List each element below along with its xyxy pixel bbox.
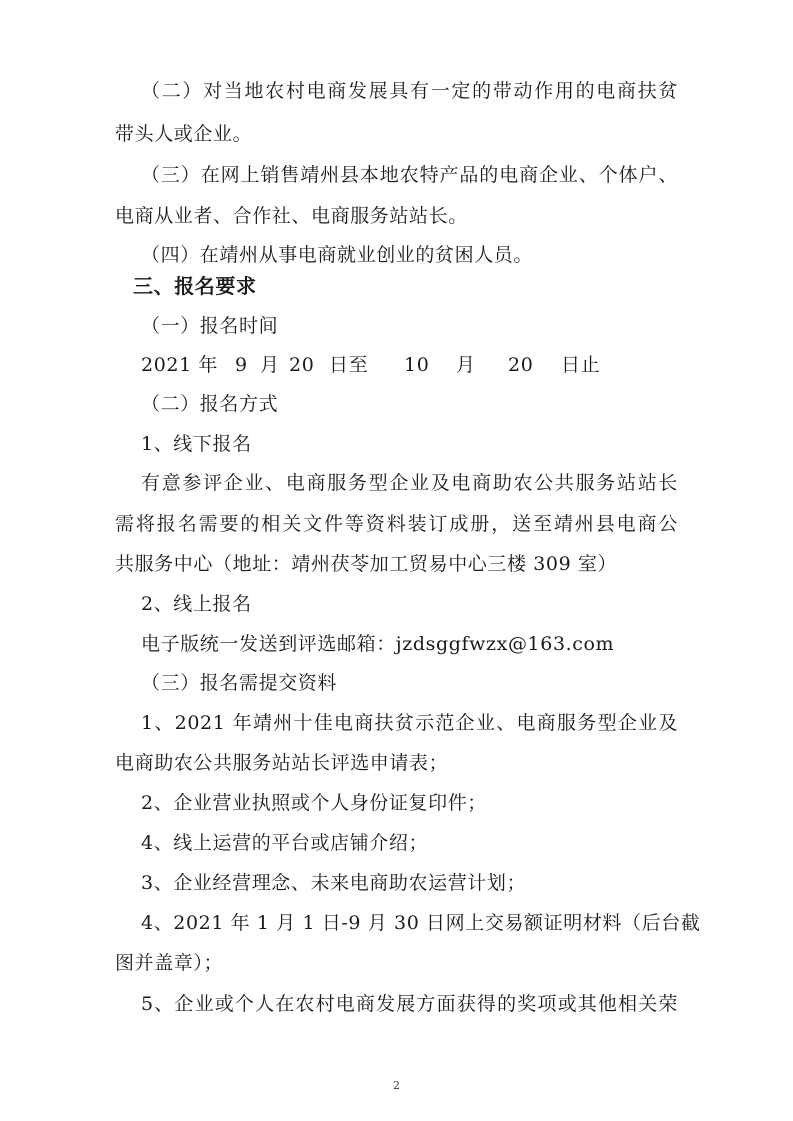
date-year: 2021 年 [141,354,218,376]
list-item: 2、企业营业执照或个人身份证复印件； [141,792,487,814]
list-item: 5、企业或个人在农村电商发展方面获得的奖项或其他相关荣 [141,993,678,1015]
subsection-title: （二）报名方式 [141,393,279,415]
section-heading: 三、报名要求 [133,274,257,298]
date-day-start: 20 [289,354,315,376]
subsection-title: （一）报名时间 [141,315,279,337]
email-line: 电子版统一发送到评选邮箱：jzdsggfwzx@163.com [141,633,615,655]
text-line: 电商从业者、合作社、电商服务站站长。 [115,205,468,227]
page-number: 2 [393,1079,400,1092]
list-item: 4、2021 年 1 月 1 日-9 月 30 日网上交易额证明材料（后台截 [141,912,701,934]
list-item: 图并盖章）； [115,952,224,974]
text-line: （二）对当地农村电商发展具有一定的带动作用的电商扶贫 [141,80,678,102]
subsection-title: （三）报名需提交资料 [141,672,338,694]
text-line: 带头人或企业。 [115,123,253,145]
date-month-unit: 月 [456,354,476,376]
list-item: 3、企业经营理念、未来电商助农运营计划； [141,872,527,894]
date-month-unit: 月 [260,354,280,376]
registration-date-range [0,352,793,378]
date-month-end: 10 [404,354,430,376]
text-line: （四）在靖州从事电商就业创业的贫困人员。 [141,244,534,266]
list-item: 电商助农公共服务站站长评选申请表； [115,752,449,774]
item-title: 1、线下报名 [141,433,252,455]
date-day-end: 20 [508,354,534,376]
text-line: 有意参评企业、电商服务型企业及电商助农公共服务站站长 [141,472,678,494]
text-line: （三）在网上销售靖州县本地农特产品的电商企业、个体户、 [141,164,678,186]
item-title: 2、线上报名 [141,593,252,615]
list-item: 4、线上运营的平台或店铺介绍； [141,832,429,854]
date-month-start: 9 [235,354,248,376]
text-line: 需将报名需要的相关文件等资料装订成册，送至靖州县电商公 [115,513,678,535]
text-line: 共服务中心（地址：靖州茯苓加工贸易中心三楼 309 室） [115,553,618,575]
date-day-unit: 日至 [329,354,369,376]
date-day-unit: 日止 [561,354,601,376]
list-item: 1、2021 年靖州十佳电商扶贫示范企业、电商服务型企业及 [141,712,678,734]
